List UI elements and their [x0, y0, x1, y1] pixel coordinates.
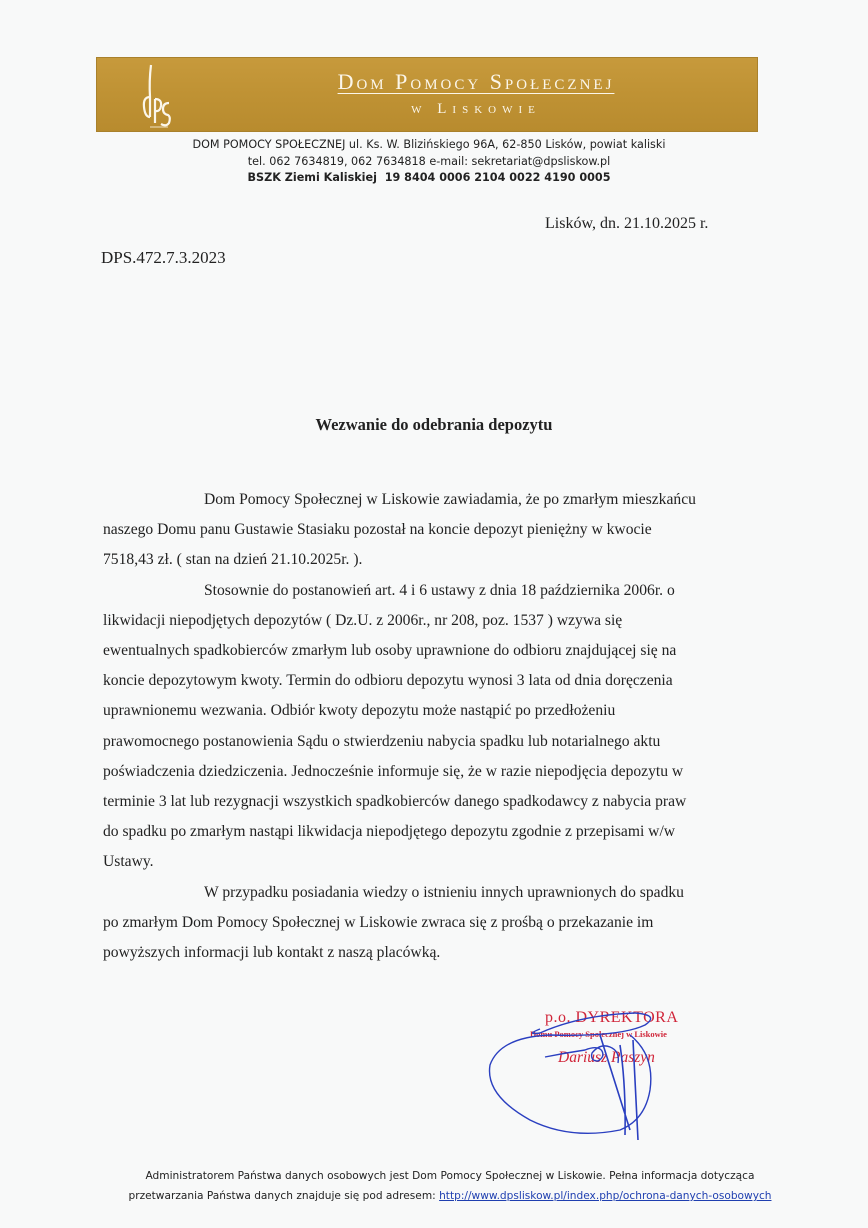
privacy-policy-link[interactable]: http://www.dpsliskow.pl/index.php/ochrona-danych-osobowych: [439, 1190, 772, 1202]
text-line: naszego Domu panu Gustawie Stasiaku pozostał na koncie depozyt pieniężny w kwocie: [103, 521, 652, 539]
stamp-name: Dariusz Paszyn: [558, 1049, 655, 1066]
text-line: prawomocnego postanowienia Sądu o stwierdzeniu nabycia spadku lub notarialnego aktu: [103, 732, 661, 750]
stamp-title: p.o. DYREKTORA: [545, 1009, 679, 1026]
text-line: Dom Pomocy Społecznej w Liskowie zawiadamia, że po zmarłym mieszkańcu: [204, 491, 696, 508]
gdpr-footer: [110, 1166, 790, 1206]
paragraph-1: [103, 485, 763, 576]
footer-line: [110, 1186, 790, 1206]
letterhead-contact: [96, 137, 762, 187]
signature-block: [470, 995, 740, 1140]
text-line: koncie depozytowym kwoty. Termin do odbioru depozytu wynosi 3 lata od dnia doręczenia: [103, 672, 673, 690]
text-line: poświadczenia dziedziczenia. Jednocześnie informuje się, że w razie niepodjęcia depozytu w: [103, 762, 684, 780]
contact-line: tel. 062 7634819, 062 7634818 e-mail: sekretariat@dpsliskow.pl: [247, 154, 611, 168]
document-title: Wezwanie do odebrania depozytu: [315, 415, 553, 434]
text-line: powyższych informacji lub kontakt z naszą placówką.: [103, 944, 441, 962]
text-line: likwidacji niepodjętych depozytów ( Dz.U. z 2006r., nr 208, poz. 1537 ) wzywa się: [103, 611, 623, 629]
text-line: do spadku po zmarłym nastąpi likwidacja niepodjętego depozytu zgodnie z przepisami w/w: [103, 823, 676, 841]
letterhead-banner: [96, 57, 758, 132]
text-line: uprawnionemu wezwania. Odbiór kwoty depozytu może nastąpić po przedłożeniu: [103, 702, 616, 720]
paragraph-3: [103, 878, 763, 969]
text-line: 7518,43 zł. ( stan na dzień 21.10.2025r. ).: [103, 551, 363, 569]
text-line: W przypadku posiadania wiedzy o istnieniu innych uprawnionych do spadku: [204, 883, 684, 901]
paragraph-2: [103, 576, 763, 878]
address-line: DOM POMOCY SPOŁECZNEJ ul. Ks. W. Blizińskiego 96A, 62-850 Lisków, powiat kaliski: [192, 138, 666, 151]
footer-text: przetwarzania Państwa danych znajduje się pod adresem:: [128, 1190, 440, 1202]
dps-logo-icon: [142, 61, 172, 129]
bank-line: BSZK Ziemi Kaliskiej 19 8404 0006 2104 0022 4190 0005: [247, 171, 611, 184]
footer-line: Administratorem Państwa danych osobowych jest Dom Pomocy Społecznej w Liskowie. Pełna informacja dotycząca: [145, 1170, 755, 1182]
document-body: [103, 485, 763, 968]
text-line: po zmarłym Dom Pomocy Społecznej w Liskowie zwraca się z prośbą o przekazanie im: [103, 913, 654, 931]
reference-number: DPS.472.7.3.2023: [101, 248, 226, 267]
org-name: Dom Pomocy Społecznej: [337, 69, 615, 94]
text-line: Ustawy.: [103, 853, 154, 871]
handwritten-signature-icon: [470, 995, 740, 1140]
text-line: Stosownie do postanowień art. 4 i 6 ustawy z dnia 18 października 2006r. o: [204, 581, 675, 599]
stamp-organization: Domu Pomocy Społecznej w Liskowie: [530, 1029, 667, 1039]
place-date: Lisków, dn. 21.10.2025 r.: [545, 215, 709, 232]
org-location: w Liskowie: [411, 101, 541, 117]
text-line: ewentualnych spadkobierców zmarłym lub osoby uprawnione do odbioru znajdującej się na: [103, 642, 677, 660]
text-line: terminie 3 lat lub rezygnacji wszystkich spadkobierców danego spadkodawcy z nabycia praw: [103, 793, 687, 811]
